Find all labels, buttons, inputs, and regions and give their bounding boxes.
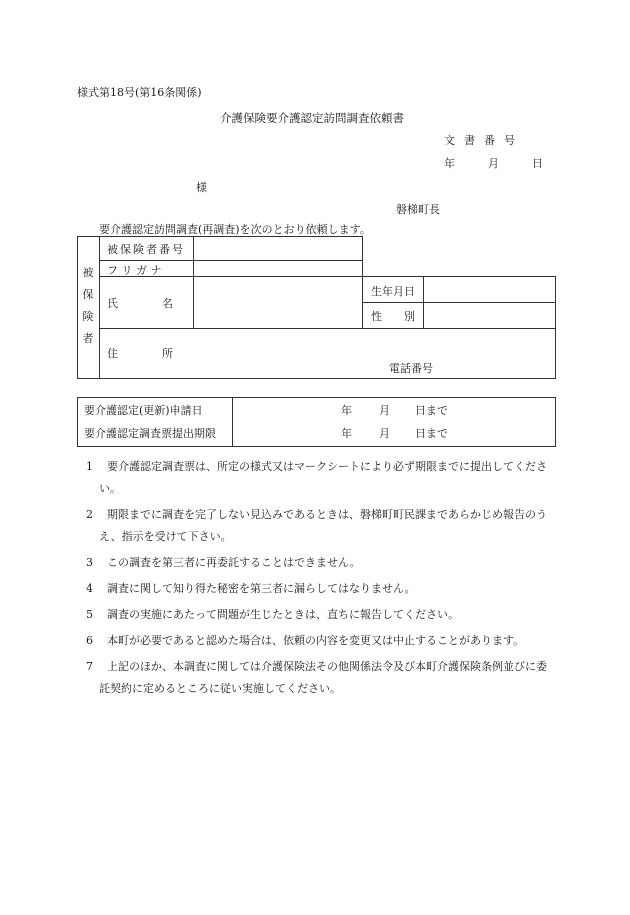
issue-date — [444, 155, 543, 171]
note-item — [86, 630, 556, 652]
request-sentence: 要介護認定訪問調査(再調査)を次のとおり依頼します。 — [99, 223, 371, 236]
form-number: 様式第18号(第16条関係) — [77, 86, 202, 99]
table-border — [77, 397, 556, 398]
note-text: 要介護認定調査票は、所定の様式又はマークシートにより必ず期限までに提出してください。 — [99, 460, 547, 495]
date-day-label: 日 — [532, 157, 543, 170]
submission-deadline-label: 要介護認定調査票提出期限 — [84, 427, 216, 440]
date-year-label: 年 — [444, 157, 455, 170]
note-number: 7 — [86, 660, 93, 673]
note-number: 4 — [86, 582, 93, 595]
note-text: 調査の実施にあたって問題が生じたときは、直ちに報告してください。 — [107, 608, 459, 621]
table-border — [362, 276, 555, 277]
deadline-month: 月 — [379, 427, 390, 440]
note-number: 6 — [86, 634, 93, 647]
note-number: 3 — [86, 556, 93, 569]
notes-list — [86, 456, 556, 704]
table-border — [77, 397, 78, 446]
table-border — [77, 378, 556, 379]
deadline-day: 日まで — [415, 427, 448, 440]
table-border — [77, 236, 362, 237]
table-divider — [193, 236, 194, 328]
note-item — [86, 604, 556, 626]
phone-label: 電話番号 — [389, 362, 433, 375]
furigana-label: フ リ ガ ナ — [107, 264, 162, 277]
note-item — [86, 504, 556, 548]
note-number: 2 — [86, 508, 93, 521]
addressee-suffix: 様 — [196, 181, 207, 194]
table-border — [362, 236, 363, 328]
note-item — [86, 456, 556, 500]
table-border — [555, 397, 556, 446]
note-text: 期限までに調査を完了しない見込みであるときは、磐梯町町民課まであらかじめ報告のうえ、指示を受けて下さい。 — [99, 508, 547, 543]
table-divider — [232, 397, 233, 446]
table-border — [77, 446, 556, 447]
document-number-label: 文書番号 — [444, 134, 524, 147]
table-divider — [99, 236, 100, 378]
table-divider — [99, 260, 362, 261]
note-text: この調査を第三者に再委託することはできません。 — [107, 556, 361, 569]
issuer-name: 磐梯町長 — [396, 203, 440, 216]
application-year: 年 — [341, 404, 352, 417]
note-number: 5 — [86, 608, 93, 621]
note-text: 調査に関して知り得た秘密を第三者に漏らしてはなりません。 — [107, 582, 416, 595]
side-label-char: 保 — [82, 288, 94, 301]
birthdate-label: 生年月日 — [371, 285, 415, 298]
insured-person-table — [77, 236, 555, 378]
deadline-year: 年 — [341, 427, 352, 440]
insured-number-label: 被保険者番号 — [107, 243, 185, 256]
note-item — [86, 578, 556, 600]
note-text: 本町が必要であると認めた場合は、依頼の内容を変更又は中止することがあります。 — [107, 634, 525, 647]
note-item — [86, 656, 556, 700]
note-item — [86, 552, 556, 574]
application-month: 月 — [379, 404, 390, 417]
deadline-table — [77, 397, 555, 446]
note-number: 1 — [86, 460, 93, 473]
table-border — [77, 236, 78, 378]
name-label: 氏 名 — [107, 297, 173, 310]
date-month-label: 月 — [488, 157, 499, 170]
table-divider — [362, 302, 555, 303]
document-title: 介護保険要介護認定訪問調査依頼書 — [220, 111, 404, 125]
side-label-char: 者 — [82, 332, 94, 345]
note-text: 上記のほか、本調査に関しては介護保険法その他関係法令及び本町介護保険条例並びに委託契約に定めるところに従い実施してください。 — [99, 660, 547, 695]
side-label-char: 被 — [82, 266, 94, 279]
address-label: 住 所 — [107, 347, 173, 360]
table-border — [555, 276, 556, 378]
table-divider — [99, 328, 555, 329]
application-date-label: 要介護認定(更新)申請日 — [84, 404, 203, 417]
side-label-char: 険 — [82, 310, 94, 323]
insured-side-label — [81, 262, 95, 350]
application-day: 日まで — [415, 404, 448, 417]
gender-label: 性 別 — [371, 310, 415, 323]
